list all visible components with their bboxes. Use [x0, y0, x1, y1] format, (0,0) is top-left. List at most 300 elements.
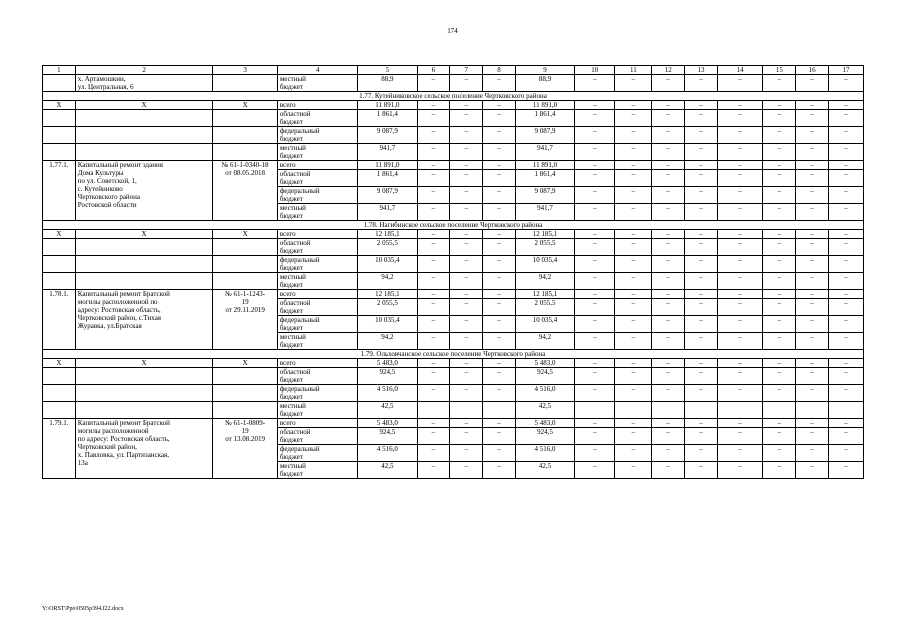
amount-col-16: –	[796, 101, 829, 110]
amount-col-7: –	[450, 161, 483, 170]
page-number: 174	[447, 27, 458, 35]
amount-total: 42,5	[358, 462, 417, 479]
amount-col-6: –	[417, 170, 450, 187]
amount-col-11: –	[615, 187, 652, 204]
funding-source: всего	[277, 359, 357, 368]
amount-col-16: –	[796, 204, 829, 221]
amount-col-15: –	[763, 187, 796, 204]
amount-col-7: –	[450, 385, 483, 402]
amount-col-8: –	[483, 445, 516, 462]
amount-col-11: –	[615, 110, 652, 127]
amount-col-8	[483, 402, 516, 419]
amount-col-9: 5 483,0	[515, 359, 574, 368]
amount-col-8: –	[483, 299, 516, 316]
table-row	[43, 239, 864, 256]
column-number-8: 8	[483, 66, 516, 75]
amount-col-11: –	[615, 170, 652, 187]
section-row	[43, 221, 864, 230]
amount-col-13: –	[685, 445, 718, 462]
funding-source: федеральный бюджет	[277, 127, 357, 144]
amount-col-8: –	[483, 290, 516, 299]
amount-col-17: –	[829, 316, 864, 333]
amount-col-9: 924,5	[515, 428, 574, 445]
object-name	[75, 127, 213, 144]
amount-col-9: 5 483,0	[515, 419, 574, 428]
amount-total: 12 185,1	[358, 230, 417, 239]
table-row	[43, 101, 864, 110]
amount-col-14: –	[717, 290, 762, 299]
amount-col-9: 11 891,0	[515, 101, 574, 110]
amount-col-13: –	[685, 110, 718, 127]
column-number-10: 10	[575, 66, 615, 75]
document-number: № 61-1-1243- 19 от 29.11.2019	[213, 290, 278, 350]
amount-col-17: –	[829, 170, 864, 187]
amount-col-14: –	[717, 239, 762, 256]
amount-col-10: –	[575, 299, 615, 316]
table-row	[43, 75, 864, 92]
amount-col-16: –	[796, 170, 829, 187]
amount-total: 88,9	[358, 75, 417, 92]
document-number	[213, 127, 278, 144]
column-number-17: 17	[829, 66, 864, 75]
amount-col-17: –	[829, 385, 864, 402]
table-row	[43, 290, 864, 299]
amount-col-9: 11 891,0	[515, 161, 574, 170]
funding-source: областной бюджет	[277, 368, 357, 385]
column-number-3: 3	[213, 66, 278, 75]
funding-source: всего	[277, 419, 357, 428]
row-number	[43, 385, 76, 402]
amount-col-16: –	[796, 256, 829, 273]
amount-col-17: –	[829, 419, 864, 428]
amount-col-9: 88,9	[515, 75, 574, 92]
amount-col-16: –	[796, 127, 829, 144]
column-number-15: 15	[763, 66, 796, 75]
amount-col-6: –	[417, 445, 450, 462]
object-name	[75, 144, 213, 161]
table-row	[43, 273, 864, 290]
amount-col-9: 941,7	[515, 144, 574, 161]
amount-col-9: 94,2	[515, 273, 574, 290]
amount-col-12: –	[652, 273, 685, 290]
amount-col-17: –	[829, 290, 864, 299]
column-number-9: 9	[515, 66, 574, 75]
amount-total: 5 483,0	[358, 419, 417, 428]
column-number-7: 7	[450, 66, 483, 75]
amount-col-9: 1 861,4	[515, 170, 574, 187]
amount-col-12: –	[652, 256, 685, 273]
amount-col-6: –	[417, 299, 450, 316]
amount-col-7: –	[450, 170, 483, 187]
row-number	[43, 368, 76, 385]
column-number-2: 2	[75, 66, 213, 75]
amount-col-14: –	[717, 368, 762, 385]
amount-col-14: –	[717, 110, 762, 127]
amount-col-11: –	[615, 127, 652, 144]
amount-col-14: –	[717, 187, 762, 204]
object-name	[75, 256, 213, 273]
amount-col-11: –	[615, 428, 652, 445]
amount-col-12: –	[652, 239, 685, 256]
amount-col-11: –	[615, 230, 652, 239]
amount-col-15: –	[763, 316, 796, 333]
amount-col-14: –	[717, 170, 762, 187]
amount-col-12: –	[652, 144, 685, 161]
amount-col-8: –	[483, 273, 516, 290]
amount-col-10: –	[575, 462, 615, 479]
amount-col-13: –	[685, 101, 718, 110]
amount-col-10: –	[575, 428, 615, 445]
amount-col-12: –	[652, 419, 685, 428]
row-number	[43, 127, 76, 144]
amount-col-8: –	[483, 428, 516, 445]
document-number	[213, 110, 278, 127]
amount-col-7: –	[450, 462, 483, 479]
amount-total: 2 055,5	[358, 299, 417, 316]
column-number-13: 13	[685, 66, 718, 75]
amount-col-14: –	[717, 445, 762, 462]
amount-col-16: –	[796, 299, 829, 316]
funding-source: местный бюджет	[277, 402, 357, 419]
funding-source: областной бюджет	[277, 239, 357, 256]
amount-col-10: –	[575, 419, 615, 428]
amount-col-13: –	[685, 230, 718, 239]
table-row	[43, 144, 864, 161]
funding-source: федеральный бюджет	[277, 187, 357, 204]
amount-col-15: –	[763, 428, 796, 445]
section-title: 1.77. Кутейниковское сельское поселение Чертковского района	[43, 92, 864, 101]
object-name: Капитальный ремонт здания Дома Культуры по ул. Советской, 1, с. Кутейниково Чертковского района Ростовской области	[75, 161, 213, 221]
amount-col-13: –	[685, 385, 718, 402]
amount-col-15: –	[763, 419, 796, 428]
amount-col-7: –	[450, 273, 483, 290]
section-row	[43, 92, 864, 101]
footer-path: Y:\ORST\Ppo\0505p394.f22.docx	[42, 606, 124, 612]
funding-source: местный бюджет	[277, 333, 357, 350]
amount-col-7: –	[450, 187, 483, 204]
document-number: Х	[213, 230, 278, 239]
amount-col-15: –	[763, 127, 796, 144]
table-row	[43, 419, 864, 428]
amount-col-9: 94,2	[515, 333, 574, 350]
amount-col-15: –	[763, 368, 796, 385]
amount-col-6: –	[417, 127, 450, 144]
document-number: № 61-1-0809- 19 от 13.08.2019	[213, 419, 278, 479]
amount-col-13: –	[685, 187, 718, 204]
funding-source: федеральный бюджет	[277, 316, 357, 333]
amount-col-11: –	[615, 299, 652, 316]
amount-col-10: –	[575, 75, 615, 92]
funding-source: всего	[277, 230, 357, 239]
amount-col-7: –	[450, 239, 483, 256]
amount-col-8: –	[483, 239, 516, 256]
amount-col-14: –	[717, 204, 762, 221]
amount-col-16: –	[796, 462, 829, 479]
object-name: Х	[75, 101, 213, 110]
amount-col-6: –	[417, 462, 450, 479]
amount-col-14: –	[717, 101, 762, 110]
amount-col-14: –	[717, 127, 762, 144]
amount-col-13: –	[685, 256, 718, 273]
table-row	[43, 368, 864, 385]
amount-col-11: –	[615, 273, 652, 290]
amount-col-13: –	[685, 462, 718, 479]
document-number: № 61-1-0340-18 от 08.05.2018	[213, 161, 278, 221]
amount-col-17: –	[829, 161, 864, 170]
amount-col-6	[417, 402, 450, 419]
amount-col-13: –	[685, 419, 718, 428]
amount-col-8: –	[483, 333, 516, 350]
amount-col-13: –	[685, 127, 718, 144]
amount-col-11	[615, 402, 652, 419]
amount-col-9: 12 185,1	[515, 290, 574, 299]
amount-col-7: –	[450, 445, 483, 462]
amount-col-16	[796, 402, 829, 419]
amount-col-14: –	[717, 299, 762, 316]
amount-col-16: –	[796, 144, 829, 161]
amount-col-16: –	[796, 419, 829, 428]
funding-source: областной бюджет	[277, 428, 357, 445]
amount-col-7	[450, 402, 483, 419]
amount-col-11: –	[615, 144, 652, 161]
amount-col-17: –	[829, 256, 864, 273]
amount-col-15: –	[763, 256, 796, 273]
amount-col-11: –	[615, 333, 652, 350]
amount-col-6: –	[417, 368, 450, 385]
amount-col-12: –	[652, 230, 685, 239]
amount-col-12: –	[652, 101, 685, 110]
amount-col-17: –	[829, 101, 864, 110]
amount-total: 1 861,4	[358, 110, 417, 127]
document-number	[213, 75, 278, 92]
amount-col-14: –	[717, 333, 762, 350]
column-number-1: 1	[43, 66, 76, 75]
amount-total: 10 035,4	[358, 316, 417, 333]
amount-col-11: –	[615, 204, 652, 221]
amount-col-16: –	[796, 333, 829, 350]
amount-col-15: –	[763, 445, 796, 462]
amount-col-16: –	[796, 273, 829, 290]
amount-col-15: –	[763, 204, 796, 221]
amount-col-16: –	[796, 161, 829, 170]
amount-col-15: –	[763, 110, 796, 127]
amount-col-10: –	[575, 445, 615, 462]
object-name: Х	[75, 230, 213, 239]
row-number	[43, 402, 76, 419]
amount-col-13: –	[685, 299, 718, 316]
amount-col-17: –	[829, 239, 864, 256]
funding-source: местный бюджет	[277, 204, 357, 221]
amount-col-11: –	[615, 359, 652, 368]
amount-col-8: –	[483, 419, 516, 428]
amount-total: 1 861,4	[358, 170, 417, 187]
amount-col-12: –	[652, 299, 685, 316]
amount-col-13: –	[685, 333, 718, 350]
amount-col-13: –	[685, 239, 718, 256]
amount-col-8: –	[483, 75, 516, 92]
funding-source: областной бюджет	[277, 299, 357, 316]
amount-col-7: –	[450, 127, 483, 144]
row-number: Х	[43, 101, 76, 110]
amount-col-7: –	[450, 256, 483, 273]
amount-col-8: –	[483, 359, 516, 368]
column-number-5: 5	[358, 66, 417, 75]
amount-col-6: –	[417, 316, 450, 333]
amount-col-7: –	[450, 419, 483, 428]
amount-col-12: –	[652, 385, 685, 402]
amount-col-11: –	[615, 368, 652, 385]
row-number	[43, 144, 76, 161]
funding-source: всего	[277, 101, 357, 110]
amount-col-11: –	[615, 385, 652, 402]
amount-col-15: –	[763, 239, 796, 256]
amount-col-16: –	[796, 359, 829, 368]
funding-source: местный бюджет	[277, 144, 357, 161]
funding-source: областной бюджет	[277, 110, 357, 127]
amount-col-17: –	[829, 428, 864, 445]
amount-col-14: –	[717, 385, 762, 402]
amount-col-7: –	[450, 230, 483, 239]
row-number	[43, 239, 76, 256]
column-number-11: 11	[615, 66, 652, 75]
amount-col-14	[717, 402, 762, 419]
amount-col-14: –	[717, 144, 762, 161]
amount-col-9: 2 055,5	[515, 239, 574, 256]
amount-col-16: –	[796, 368, 829, 385]
amount-col-14: –	[717, 256, 762, 273]
amount-col-17: –	[829, 187, 864, 204]
amount-col-8: –	[483, 256, 516, 273]
amount-total: 12 185,1	[358, 290, 417, 299]
amount-col-9: 9 087,9	[515, 187, 574, 204]
amount-col-15: –	[763, 359, 796, 368]
amount-col-10	[575, 402, 615, 419]
amount-col-11: –	[615, 75, 652, 92]
amount-col-9: 10 035,4	[515, 256, 574, 273]
amount-total: 941,7	[358, 144, 417, 161]
amount-col-6: –	[417, 144, 450, 161]
amount-total: 5 483,0	[358, 359, 417, 368]
amount-col-13: –	[685, 170, 718, 187]
amount-col-14: –	[717, 161, 762, 170]
amount-col-9: 924,5	[515, 368, 574, 385]
amount-col-8: –	[483, 170, 516, 187]
amount-col-7: –	[450, 428, 483, 445]
amount-col-6: –	[417, 359, 450, 368]
amount-total: 4 516,0	[358, 445, 417, 462]
amount-col-8: –	[483, 230, 516, 239]
amount-col-12: –	[652, 445, 685, 462]
document-number: Х	[213, 101, 278, 110]
amount-col-9: 10 035,4	[515, 316, 574, 333]
amount-col-17: –	[829, 144, 864, 161]
row-number: 1.79.1.	[43, 419, 76, 479]
amount-col-10: –	[575, 385, 615, 402]
amount-col-9: 42,5	[515, 462, 574, 479]
amount-total: 9 087,9	[358, 187, 417, 204]
amount-col-17: –	[829, 462, 864, 479]
row-number: 1.77.1.	[43, 161, 76, 221]
amount-col-12: –	[652, 110, 685, 127]
amount-total: 4 516,0	[358, 385, 417, 402]
amount-total: 10 035,4	[358, 256, 417, 273]
amount-col-14: –	[717, 419, 762, 428]
table-row	[43, 359, 864, 368]
document-number	[213, 239, 278, 256]
amount-col-7: –	[450, 368, 483, 385]
amount-col-6: –	[417, 239, 450, 256]
amount-col-10: –	[575, 273, 615, 290]
amount-col-14: –	[717, 359, 762, 368]
amount-col-10: –	[575, 290, 615, 299]
amount-col-11: –	[615, 445, 652, 462]
amount-col-11: –	[615, 101, 652, 110]
amount-col-12: –	[652, 290, 685, 299]
amount-col-10: –	[575, 187, 615, 204]
amount-col-17: –	[829, 75, 864, 92]
amount-col-14: –	[717, 75, 762, 92]
row-number: 1.78.1.	[43, 290, 76, 350]
amount-col-8: –	[483, 368, 516, 385]
funding-source: местный бюджет	[277, 273, 357, 290]
amount-total: 941,7	[358, 204, 417, 221]
amount-col-7: –	[450, 333, 483, 350]
amount-col-9: 42,5	[515, 402, 574, 419]
amount-col-10: –	[575, 101, 615, 110]
row-number	[43, 273, 76, 290]
amount-col-15: –	[763, 333, 796, 350]
document-number	[213, 273, 278, 290]
section-title: 1.79. Ольховчанское сельское поселение Чертковского района	[43, 350, 864, 359]
amount-col-15: –	[763, 170, 796, 187]
object-name	[75, 368, 213, 385]
amount-col-15: –	[763, 385, 796, 402]
amount-col-13	[685, 402, 718, 419]
amount-col-15: –	[763, 101, 796, 110]
header-row	[43, 66, 864, 75]
amount-col-14: –	[717, 316, 762, 333]
amount-col-13: –	[685, 290, 718, 299]
funding-source: всего	[277, 290, 357, 299]
amount-col-9: 4 516,0	[515, 385, 574, 402]
amount-col-17: –	[829, 333, 864, 350]
funding-source: федеральный бюджет	[277, 256, 357, 273]
amount-col-8: –	[483, 144, 516, 161]
amount-col-15: –	[763, 290, 796, 299]
amount-col-13: –	[685, 368, 718, 385]
amount-col-16: –	[796, 230, 829, 239]
column-number-12: 12	[652, 66, 685, 75]
amount-total: 9 087,9	[358, 127, 417, 144]
document-number	[213, 385, 278, 402]
amount-total: 94,2	[358, 333, 417, 350]
amount-col-6: –	[417, 161, 450, 170]
amount-col-8: –	[483, 316, 516, 333]
object-name	[75, 239, 213, 256]
amount-total: 11 891,0	[358, 101, 417, 110]
amount-col-8: –	[483, 385, 516, 402]
amount-col-12: –	[652, 359, 685, 368]
amount-col-11: –	[615, 462, 652, 479]
amount-col-13: –	[685, 144, 718, 161]
funding-source: местный бюджет	[277, 75, 357, 92]
amount-col-9: 4 516,0	[515, 445, 574, 462]
object-name	[75, 402, 213, 419]
amount-col-11: –	[615, 256, 652, 273]
amount-col-13: –	[685, 359, 718, 368]
amount-col-7: –	[450, 75, 483, 92]
amount-col-6: –	[417, 256, 450, 273]
